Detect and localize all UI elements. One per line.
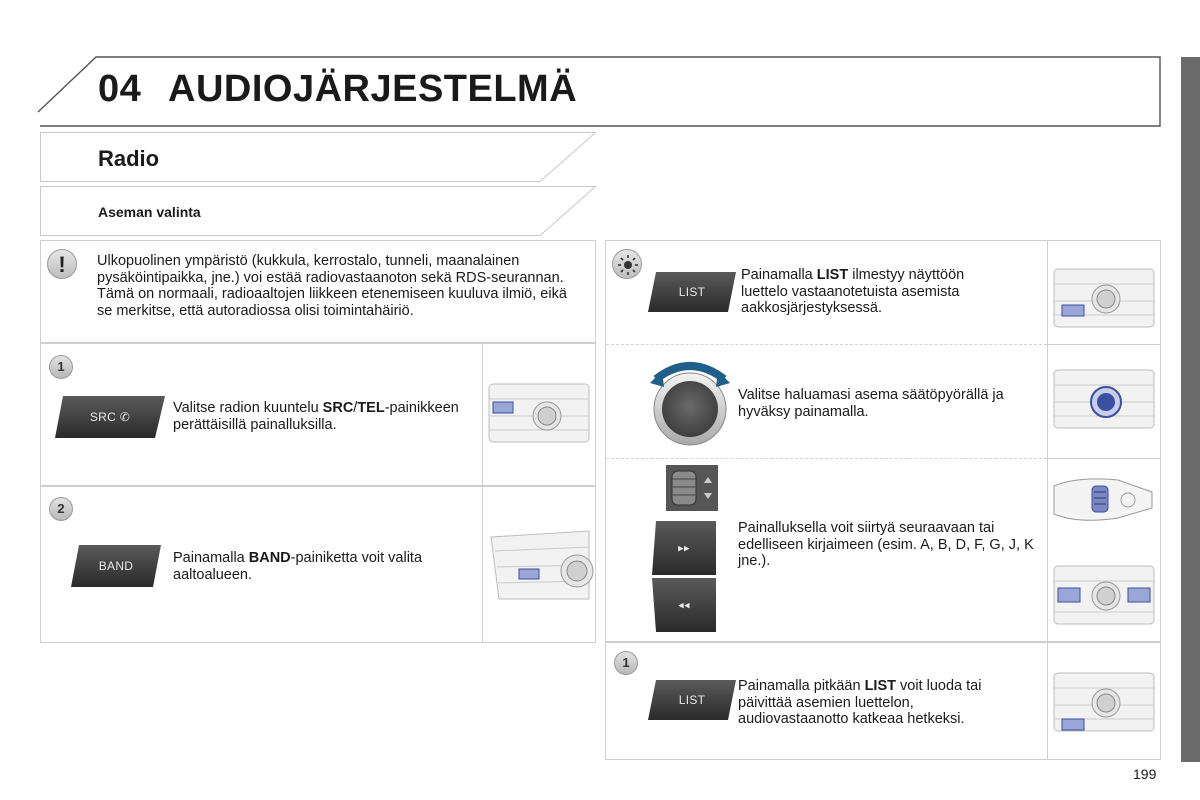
radio-panel-diagram: [1047, 540, 1161, 643]
steering-control-diagram: [1047, 458, 1161, 540]
warning-text: Ulkopuolinen ympäristö (kukkula, kerrostalo, tunneli, maanalainen pysäköintipaikka, jne.) voi estää radiovastaanoton sekä RDS-seurannan. Tämä on normaali, radioaaltojen liikkeen etenemiseen kuuluva ilmiö, eikä se merkitse, että autoradiossa olisi toimintahäiriö.: [97, 253, 567, 319]
step-number-badge: 2: [49, 497, 73, 521]
subsection-title: Aseman valinta: [98, 204, 201, 220]
radio-panel-diagram: [1047, 344, 1161, 458]
warning-panel: [40, 240, 596, 343]
band-button[interactable]: [71, 545, 161, 587]
seek-previous-label: ◂◂: [678, 599, 690, 612]
src-button[interactable]: [55, 396, 165, 438]
section-banner: [40, 132, 596, 182]
page-number: 199: [1133, 766, 1157, 782]
step-text: Painamalla BAND-painiketta voit valita aaltoalueen.: [173, 550, 423, 583]
step-number-badge: 1: [614, 651, 638, 675]
radio-panel-diagram: [1047, 241, 1161, 344]
section-title: Radio: [98, 146, 160, 171]
step-text: Valitse radion kuuntelu SRC/TEL-painikkeen perättäisillä painalluksilla.: [173, 400, 459, 433]
radio-panel-diagram: [482, 344, 596, 486]
list-steps-panel: [605, 240, 1161, 642]
seek-previous-button[interactable]: [652, 578, 716, 632]
radio-panel-diagram: [482, 487, 596, 643]
exclamation-icon: !: [47, 249, 77, 279]
seek-next-label: ▸▸: [678, 542, 690, 555]
list-button[interactable]: [648, 680, 736, 720]
radio-panel-diagram: [1047, 643, 1161, 760]
rotary-knob[interactable]: [648, 357, 732, 447]
chapter-number: 04: [98, 68, 142, 110]
step-text: Painamalla LIST ilmestyy näyttöön luettelo vastaanotetuista asemista aakkosjärjestyksessä.: [741, 267, 965, 316]
tip-icon: [612, 249, 642, 279]
step-panel: [40, 486, 596, 643]
step-text: Valitse haluamasi asema säätöpyörällä ja hyväksy painamalla.: [738, 387, 1004, 420]
step-number-badge: 1: [49, 355, 73, 379]
chapter-side-tab: [1181, 57, 1200, 762]
subsection-banner: [40, 186, 596, 236]
chapter-title: AUDIOJÄRJESTELMÄ: [168, 68, 578, 110]
step-text: Painalluksella voit siirtyä seuraavaan tai edelliseen kirjaimeen (esim. A, B, D, F, G, J, K jne.).: [738, 520, 1034, 569]
list-button-label: LIST: [678, 285, 706, 299]
list-button-label: LIST: [678, 693, 706, 707]
band-button-label: BAND: [98, 559, 134, 573]
step-panel: [40, 343, 596, 486]
seek-next-button[interactable]: [652, 521, 716, 575]
step-text: Painamalla pitkään LIST voit luoda tai päivittää asemien luettelon, audiovastaanotto katkeaa hetkeksi.: [738, 678, 982, 727]
step-panel: [605, 642, 1161, 760]
thumbwheel-icon: [666, 465, 718, 511]
src-button-label: SRC ✆: [89, 410, 131, 424]
list-button[interactable]: [648, 272, 736, 312]
